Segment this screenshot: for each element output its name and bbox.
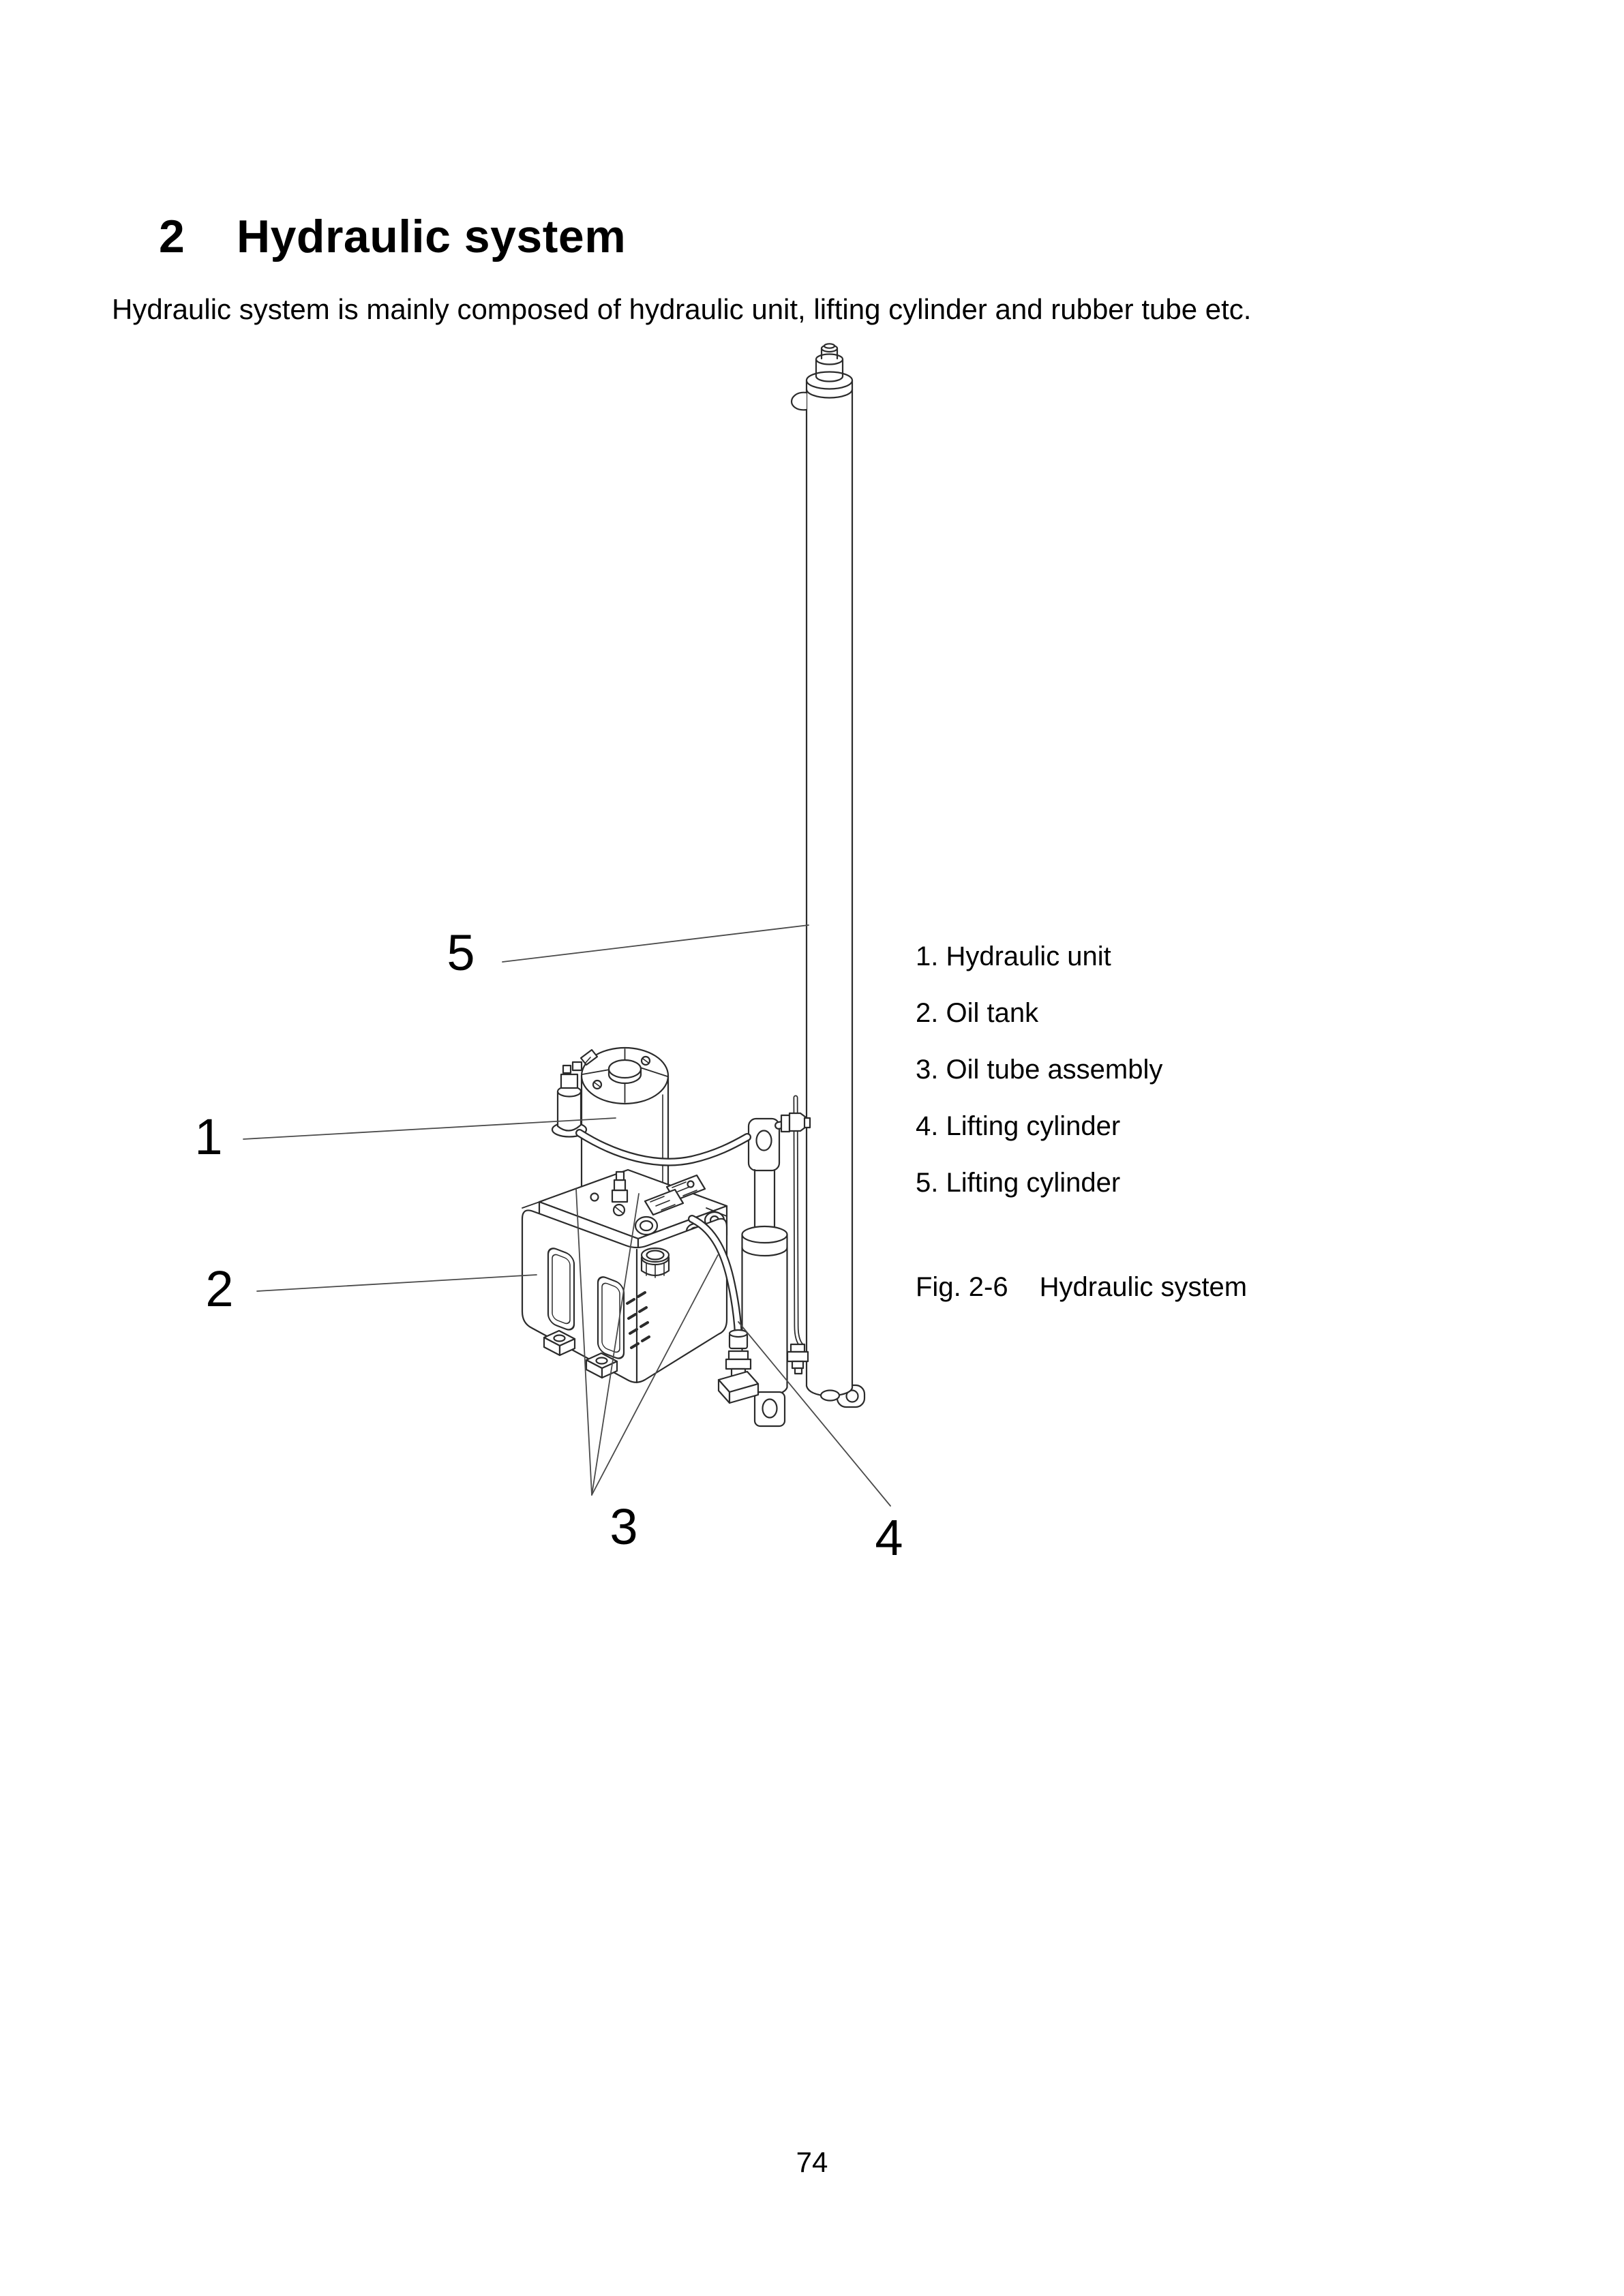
callout-5: 5 (447, 924, 475, 981)
lifting-cylinder-tall (792, 344, 864, 1407)
oil-tube-thin (787, 1098, 808, 1374)
legend-item-oil-tank: 2. Oil tank (916, 998, 1039, 1028)
callout-2: 2 (205, 1260, 234, 1317)
callout-1: 1 (194, 1108, 223, 1165)
callout-4: 4 (875, 1509, 903, 1566)
figure-legend (916, 928, 1162, 1211)
legend-item-lifting-cylinder-4: 4. Lifting cylinder (916, 1111, 1121, 1141)
callout-3: 3 (610, 1498, 638, 1555)
page-number: 74 (796, 2146, 828, 2178)
intro-paragraph: Hydraulic system is mainly composed of hydraulic unit, lifting cylinder and rubber tube etc. (112, 293, 1252, 325)
figure-caption-title: Hydraulic system (1039, 1272, 1248, 1302)
section-title: Hydraulic system (237, 211, 627, 262)
legend-item-lifting-cylinder-5: 5. Lifting cylinder (916, 1168, 1121, 1198)
legend-item-oil-tube-assembly: 3. Oil tube assembly (916, 1055, 1163, 1085)
figure-caption-label: Fig. 2-6 (916, 1272, 1008, 1302)
figure-caption (916, 1272, 1247, 1302)
legend-item-hydraulic-unit: 1. Hydraulic unit (916, 941, 1111, 971)
section-number: 2 (159, 211, 185, 262)
